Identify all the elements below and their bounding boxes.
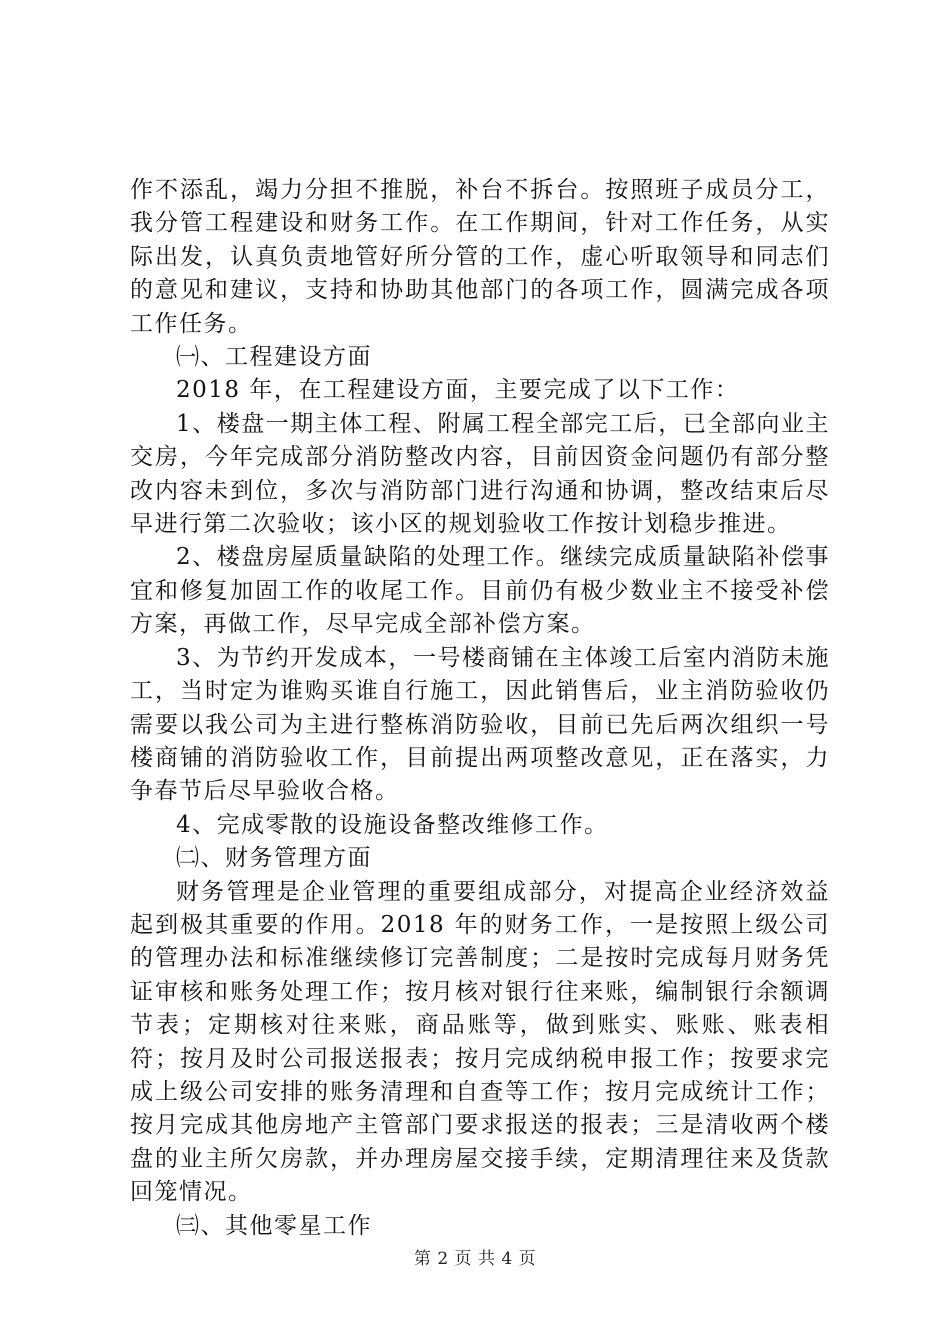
paragraph-finance: 财务管理是企业管理的重要组成部分，对提高企业经济效益起到极其重要的作用。2018 年的财务工作，一是按照上级公司的管理办法和标准继续修订完善制度；二是按时完成每月财务凭证审核和账务处理工作；按月核对银行往来账，编制银行余额调节表；定期核对往来账，商品账等，做到账实、账账、账表相符；按月及时公司报送报表；按月完成纳税申报工作；按要求完成上级公司安排的账务清理和自查等工作；按月完成统计工作；按月完成其他房地产主管部门要求报送的报表；三是清收两个楼盘的业主所欠房款，并办理房屋交接手续，定期清理往来及货款回笼情况。 — [130, 878, 830, 1206]
document-body — [130, 174, 830, 1243]
paragraph-item-2: 2、楼盘房屋质量缺陷的处理工作。继续完成质量缺陷补偿事宜和修复加固工作的收尾工作。目前仍有极少数业主不接受补偿方案，再做工作，尽早完成全部补偿方案。 — [130, 544, 830, 638]
section-heading-engineering: ㈠、工程建设方面 — [176, 344, 372, 371]
page-number-footer: 第 2 页 共 4 页 — [413, 1249, 537, 1269]
paragraph-engineering-intro: 2018 年，在工程建设方面，主要完成了以下工作： — [176, 377, 740, 404]
paragraph-item-4: 4、完成零散的设施设备整改维修工作。 — [176, 811, 609, 838]
section-heading-other: ㈢、其他零星工作 — [176, 1212, 372, 1239]
paragraph-continuation: 作不添乱，竭力分担不推脱，补台不拆台。按照班子成员分工，我分管工程建设和财务工作。在工作期间，针对工作任务，从实际出发，认真负责地管好所分管的工作，虚心听取领导和同志们的意见和建议，支持和协助其他部门的各项工作，圆满完成各项工作任务。 — [130, 177, 830, 337]
section-heading-finance: ㈡、财务管理方面 — [176, 845, 372, 872]
paragraph-item-3: 3、为节约开发成本，一号楼商铺在主体竣工后室内消防未施工，当时定为谁购买谁自行施工，因此销售后，业主消防验收仍需要以我公司为主进行整栋消防验收，目前已先后两次组织一号楼商铺的消防验收工作，目前提出两项整改意见，正在落实，力争春节后尽早验收合格。 — [130, 644, 830, 805]
paragraph-item-1: 1、楼盘一期主体工程、附属工程全部完工后，已全部向业主交房，今年完成部分消防整改内容，目前因资金问题仍有部分整改内容未到位，多次与消防部门进行沟通和协调，整改结束后尽早进行第二次验收；该小区的规划验收工作按计划稳步推进。 — [130, 410, 830, 538]
